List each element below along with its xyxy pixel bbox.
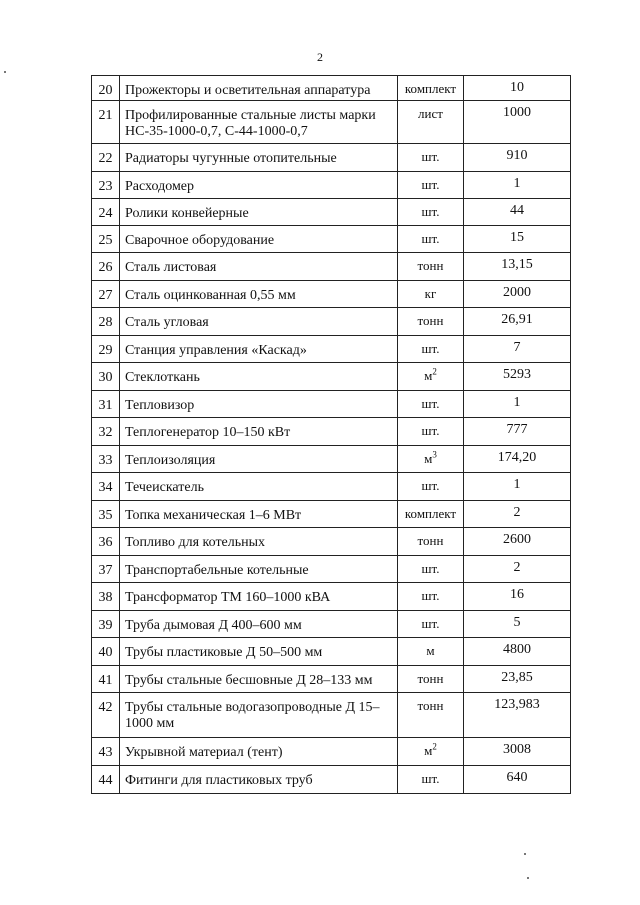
item-unit-cell bbox=[398, 528, 464, 556]
item-name: Радиаторы чугунные отопительные bbox=[120, 144, 398, 172]
item-unit-cell bbox=[398, 253, 464, 281]
item-unit-cell bbox=[398, 308, 464, 336]
item-quantity: 5293 bbox=[464, 363, 571, 391]
item-quantity: 2600 bbox=[464, 528, 571, 556]
table-row bbox=[92, 418, 571, 446]
table-row bbox=[92, 766, 571, 794]
item-unit-cell bbox=[398, 446, 464, 473]
item-unit: шт. bbox=[421, 478, 440, 493]
item-quantity: 7 bbox=[464, 336, 571, 363]
item-quantity: 2 bbox=[464, 556, 571, 583]
item-quantity: 2 bbox=[464, 501, 571, 528]
item-quantity: 5 bbox=[464, 611, 571, 638]
item-name: Ролики конвейерные bbox=[120, 199, 398, 226]
item-quantity: 174,20 bbox=[464, 446, 571, 473]
item-unit-cell bbox=[398, 199, 464, 226]
item-unit-cell bbox=[398, 766, 464, 794]
item-unit-cell bbox=[398, 738, 464, 766]
row-number: 21 bbox=[92, 101, 120, 144]
item-quantity: 13,15 bbox=[464, 253, 571, 281]
item-name: Теплогенератор 10–150 кВт bbox=[120, 418, 398, 446]
item-unit-cell bbox=[398, 281, 464, 308]
item-unit: тонн bbox=[417, 533, 444, 548]
item-unit: шт. bbox=[421, 149, 440, 164]
scan-speck bbox=[527, 877, 529, 879]
item-name: Теплоизоляция bbox=[120, 446, 398, 473]
item-unit-cell bbox=[398, 473, 464, 501]
item-quantity: 777 bbox=[464, 418, 571, 446]
table-row bbox=[92, 172, 571, 199]
row-number: 23 bbox=[92, 172, 120, 199]
item-name: Фитинги для пластиковых труб bbox=[120, 766, 398, 794]
item-unit-cell bbox=[398, 172, 464, 199]
item-unit: шт. bbox=[421, 177, 440, 192]
item-quantity: 1 bbox=[464, 391, 571, 418]
item-unit-cell bbox=[398, 583, 464, 611]
item-name: Прожекторы и осветительная аппаратура bbox=[120, 76, 398, 101]
row-number: 39 bbox=[92, 611, 120, 638]
item-unit: комплект bbox=[404, 81, 457, 96]
item-name: Сталь угловая bbox=[120, 308, 398, 336]
item-quantity: 15 bbox=[464, 226, 571, 253]
row-number: 22 bbox=[92, 144, 120, 172]
item-name: Труба дымовая Д 400–600 мм bbox=[120, 611, 398, 638]
row-number: 43 bbox=[92, 738, 120, 766]
item-unit-cell bbox=[398, 391, 464, 418]
unit-exponent: 2 bbox=[432, 366, 437, 377]
row-number: 34 bbox=[92, 473, 120, 501]
item-unit: шт. bbox=[421, 231, 440, 246]
item-unit-cell bbox=[398, 76, 464, 101]
item-unit-cell bbox=[398, 101, 464, 144]
item-name: Течеискатель bbox=[120, 473, 398, 501]
item-unit: шт. bbox=[421, 588, 440, 603]
item-unit: м bbox=[424, 368, 433, 383]
item-name: Топливо для котельных bbox=[120, 528, 398, 556]
row-number: 31 bbox=[92, 391, 120, 418]
item-unit: шт. bbox=[421, 771, 440, 786]
item-name: Трансформатор ТМ 160–1000 кВА bbox=[120, 583, 398, 611]
item-quantity: 2000 bbox=[464, 281, 571, 308]
page-number: 2 bbox=[317, 50, 323, 64]
item-quantity: 3008 bbox=[464, 738, 571, 766]
row-number: 29 bbox=[92, 336, 120, 363]
scan-speck bbox=[524, 853, 526, 855]
item-unit: кг bbox=[424, 286, 437, 301]
item-unit: тонн bbox=[417, 671, 444, 686]
row-number: 36 bbox=[92, 528, 120, 556]
table-row bbox=[92, 556, 571, 583]
row-number: 20 bbox=[92, 76, 120, 101]
row-number: 33 bbox=[92, 446, 120, 473]
row-number: 35 bbox=[92, 501, 120, 528]
table-row bbox=[92, 226, 571, 253]
row-number: 42 bbox=[92, 693, 120, 738]
item-name: Трубы пластиковые Д 50–500 мм bbox=[120, 638, 398, 666]
item-quantity: 910 bbox=[464, 144, 571, 172]
table-row bbox=[92, 693, 571, 738]
item-quantity: 1 bbox=[464, 473, 571, 501]
item-unit-cell bbox=[398, 336, 464, 363]
items-table bbox=[91, 75, 571, 794]
table-row bbox=[92, 583, 571, 611]
item-unit: тонн bbox=[417, 698, 444, 713]
item-unit: м bbox=[424, 743, 433, 758]
item-unit: тонн bbox=[417, 258, 444, 273]
row-number: 25 bbox=[92, 226, 120, 253]
row-number: 27 bbox=[92, 281, 120, 308]
item-name: Расходомер bbox=[120, 172, 398, 199]
item-unit-cell bbox=[398, 418, 464, 446]
table-row bbox=[92, 446, 571, 473]
item-unit-cell bbox=[398, 693, 464, 738]
item-name: Стеклоткань bbox=[120, 363, 398, 391]
item-quantity: 44 bbox=[464, 199, 571, 226]
item-unit: комплект bbox=[404, 506, 457, 521]
table-row bbox=[92, 199, 571, 226]
item-quantity: 1 bbox=[464, 172, 571, 199]
row-number: 37 bbox=[92, 556, 120, 583]
item-quantity: 640 bbox=[464, 766, 571, 794]
item-name: Трубы стальные бесшовные Д 28–133 мм bbox=[120, 666, 398, 693]
unit-exponent: 2 bbox=[432, 741, 437, 752]
row-number: 40 bbox=[92, 638, 120, 666]
unit-exponent: 3 bbox=[432, 449, 437, 460]
table-row bbox=[92, 253, 571, 281]
table-row bbox=[92, 738, 571, 766]
table-row bbox=[92, 144, 571, 172]
item-unit: лист bbox=[418, 106, 443, 121]
item-quantity: 123,983 bbox=[464, 693, 571, 738]
item-unit-cell bbox=[398, 556, 464, 583]
item-unit-cell bbox=[398, 666, 464, 693]
item-quantity: 4800 bbox=[464, 638, 571, 666]
item-name: Сталь оцинкованная 0,55 мм bbox=[120, 281, 398, 308]
item-unit: шт. bbox=[421, 341, 440, 356]
row-number: 26 bbox=[92, 253, 120, 281]
item-unit: м bbox=[426, 643, 435, 658]
item-name: Сталь листовая bbox=[120, 253, 398, 281]
item-name: Укрывной материал (тент) bbox=[120, 738, 398, 766]
item-name: Тепловизор bbox=[120, 391, 398, 418]
item-unit-cell bbox=[398, 638, 464, 666]
table-row bbox=[92, 101, 571, 144]
item-name: Транспортабельные котельные bbox=[120, 556, 398, 583]
row-number: 44 bbox=[92, 766, 120, 794]
item-unit: тонн bbox=[417, 313, 444, 328]
item-unit: шт. bbox=[421, 616, 440, 631]
items-table-body bbox=[92, 76, 571, 794]
row-number: 24 bbox=[92, 199, 120, 226]
row-number: 38 bbox=[92, 583, 120, 611]
item-unit: шт. bbox=[421, 396, 440, 411]
item-unit-cell bbox=[398, 611, 464, 638]
row-number: 28 bbox=[92, 308, 120, 336]
row-number: 30 bbox=[92, 363, 120, 391]
item-unit: шт. bbox=[421, 423, 440, 438]
table-row bbox=[92, 473, 571, 501]
item-quantity: 10 bbox=[464, 76, 571, 101]
item-unit: шт. bbox=[421, 561, 440, 576]
table-row bbox=[92, 666, 571, 693]
item-name: Топка механическая 1–6 МВт bbox=[120, 501, 398, 528]
item-unit-cell bbox=[398, 226, 464, 253]
table-row bbox=[92, 528, 571, 556]
table-row bbox=[92, 391, 571, 418]
table-row bbox=[92, 638, 571, 666]
item-name: Сварочное оборудование bbox=[120, 226, 398, 253]
row-number: 41 bbox=[92, 666, 120, 693]
item-quantity: 23,85 bbox=[464, 666, 571, 693]
item-name: Профилированные стальные листы марки НС-35-1000-0,7, С-44-1000-0,7 bbox=[120, 101, 398, 144]
item-name: Трубы стальные водогазопроводные Д 15–1000 мм bbox=[120, 693, 398, 738]
table-row bbox=[92, 76, 571, 101]
row-number: 32 bbox=[92, 418, 120, 446]
item-unit: шт. bbox=[421, 204, 440, 219]
table-row bbox=[92, 308, 571, 336]
item-name: Станция управления «Каскад» bbox=[120, 336, 398, 363]
table-row bbox=[92, 611, 571, 638]
item-quantity: 1000 bbox=[464, 101, 571, 144]
item-unit: м bbox=[424, 451, 433, 466]
table-row bbox=[92, 501, 571, 528]
item-unit-cell bbox=[398, 363, 464, 391]
item-unit-cell bbox=[398, 144, 464, 172]
table-row bbox=[92, 336, 571, 363]
scan-speck bbox=[4, 71, 6, 73]
item-unit-cell bbox=[398, 501, 464, 528]
item-quantity: 26,91 bbox=[464, 308, 571, 336]
table-row bbox=[92, 363, 571, 391]
table-row bbox=[92, 281, 571, 308]
item-quantity: 16 bbox=[464, 583, 571, 611]
